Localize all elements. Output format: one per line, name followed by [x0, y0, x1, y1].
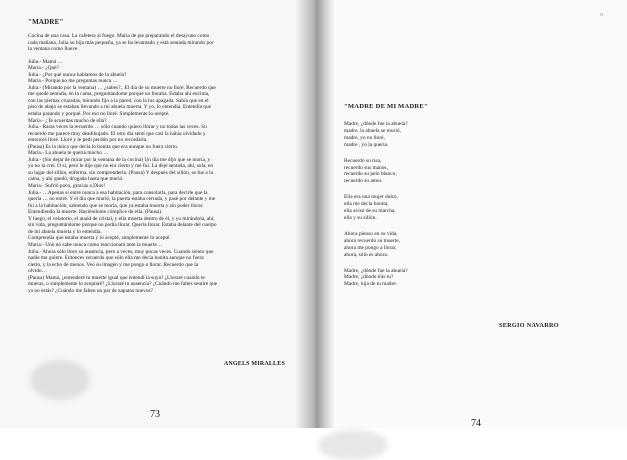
- body-line: Julia.- ¿Por qué nunca hablamos de la abuela?: [28, 71, 127, 78]
- body-line: Entendiendo la muerte. Haciéndome cómplice de ella. (Pausa).: [28, 209, 163, 216]
- poem-line: madre, la abuela se murió,: [344, 127, 401, 134]
- left-page-author: ANGELS MIRALLES: [223, 361, 285, 367]
- right-page-title: "MADRE DE MI MADRE": [344, 103, 428, 110]
- body-line: Julia.- Mamá …: [28, 58, 63, 65]
- body-line: quería … no entré. Y el día que murió, la puerta estaba cerrada, y pasé por delante y me: [28, 196, 216, 203]
- body-line: Comprendía que estaba muerta y lo acepté, simplemente lo acepté.: [28, 235, 171, 242]
- poem-line: recuerdo sus manos,: [344, 164, 388, 171]
- body-line: nadie me quiere. Entonces recuerdo que sólo ella me decía bonita aunque no fuera: [28, 255, 204, 262]
- scan-smudge: [318, 430, 388, 460]
- poem-line: recuerdo su amor.: [344, 178, 383, 185]
- poem-line: ella y su sillón.: [344, 214, 377, 221]
- poem-line: ahora me pongo a llorar,: [344, 244, 397, 251]
- body-line: la ventana como llueve.: [28, 46, 79, 53]
- body-line: cada mañana, Julia su hija más pequeña, ya se ha levantado y está sentada mirando por: [28, 39, 214, 46]
- body-line: Julia.- Raras veces la recuerdo … sólo cuando quiero llorar y no todas las veces. Su: [28, 124, 207, 131]
- poem-line: ella me decía bonita,: [344, 201, 389, 208]
- corner-mark: o: [600, 12, 603, 18]
- body-line: María.- Sufrió poco, gracias a Dios!: [28, 183, 106, 190]
- body-line: María.- Porque no me preguntas nunca …: [28, 78, 118, 85]
- body-line: Y luego, el velatorio, el ataúd de cristal, y ella muerta dentro de él, y yo mirándola, ahí,: [28, 215, 215, 222]
- body-line: con las piernas cruzadas, mirando fijo a la pared, con la luz apagada. Sabía que en el: [28, 97, 209, 104]
- poem-stanza: [344, 121, 494, 149]
- poem-stanza: [344, 268, 494, 289]
- poem-line: madre, yo no lloré,: [344, 134, 385, 141]
- poem-stanza: [344, 194, 494, 222]
- body-line: olvido…: [28, 268, 48, 275]
- poem-line: Madre, ¿dónde irás tu?: [344, 274, 394, 281]
- poem-line: ahora recuerdo su muerte,: [344, 237, 400, 244]
- body-line: yo no la creí. O sí, pero le dije que no era cierto y me fui. La dejé sentada, ahí, sola, en: [28, 163, 214, 170]
- body-line: (Pausa) Mamá, ¿entenderé tu muerte igual que entendí la suya? ¿Lloraré cuando te: [28, 274, 205, 281]
- body-line: fui a la habitación, sabiendo que se moría, que ya estaba muerta y sin poder llorar.: [28, 202, 204, 209]
- body-line: piso de abajo se estaban llevando a mi abuela muerta. Y yo, lo entendía. Entendía que: [28, 104, 212, 111]
- body-line: Julia.- (Sin dejar de mirar por la ventana de la cocina) Un día me dijo que se moría, y: [28, 156, 211, 163]
- body-line: de mi abuela muerta y lo entendía.: [28, 228, 102, 235]
- body-line: María.- La abuela te quería mucho …: [28, 150, 109, 157]
- right-page-number: 74: [471, 418, 481, 428]
- left-page-number: 73: [150, 409, 160, 420]
- body-line: cama, y ahí quedó, drogada hasta que murió.: [28, 176, 124, 183]
- body-line: María.- Uno no sabe nunca como reaccionará ante la muerte…: [28, 241, 163, 248]
- body-line: María.- ¿Qué?: [28, 65, 59, 72]
- right-page: [313, 0, 627, 428]
- poem-line: Madre, ¿dónde fue la abuela?: [344, 121, 408, 127]
- body-line: Julia.- (Mirando por la ventana) … ¿sabes?.. El día de su muerte no lloré. Recuerdo que: [28, 84, 216, 91]
- right-page-author: SERGIO NAVARRO: [499, 322, 559, 329]
- body-line: ya no estás? ¿Cuándo me falten un par de zapatos nuevos?: [28, 287, 153, 294]
- poem-line: madre , yo la quería.: [344, 141, 389, 148]
- body-line: mueras, o simplemente lo aceptaré? ¿Lloraré tu ausencia? ¿Cuándo me faltes sentiré que: [28, 281, 218, 288]
- left-page-title: "MADRE": [28, 18, 64, 26]
- poem-stanza: [344, 231, 494, 259]
- body-line: sin vida, preguntándome porque no podía llorar. Quería llorar. Estaba delante del cuerpo: [28, 222, 217, 229]
- left-page-body: [28, 33, 290, 294]
- poem-line: Madre, hija de tu madre.: [344, 281, 397, 288]
- body-line: cierto, y la echo de menos. Veo su imagen y me pongo a llorar. Recuerdo que la: [28, 261, 199, 268]
- poem-stanza: [344, 158, 494, 186]
- scan-smudge: [30, 360, 90, 400]
- body-line: estaba pasando y porqué. Por eso no lloré. Simplemente lo acepté.: [28, 111, 170, 118]
- poem-line: ahora, sólo es ahora.: [344, 251, 389, 258]
- body-line: entonces lloré. Lloré y le pedí perdón por no recordarla.: [28, 137, 148, 144]
- body-line: su lugar del sillón, enferma, sin comprenderla. (Pausa) Y después del sillón, se fue a la: [28, 169, 213, 176]
- body-line: recuerdo me parece muy deadibujado. El otro día sentí que casi la había olvidado y: [28, 130, 206, 137]
- poem-line: recuerdo su pelo blanco,: [344, 171, 397, 178]
- book-gutter-shadow: [296, 0, 334, 428]
- poem-body: [344, 121, 494, 297]
- poem-line: Madre, ¿dónde fue la abuela?: [344, 267, 408, 274]
- body-line: Cocina de una casa. La cafetera al fuego. María de pie preparando el desayuno como: [28, 33, 210, 39]
- body-line: María.- ¿Te acuerdas mucho de ella?: [28, 117, 107, 124]
- poem-line: Ella era una mujer dulce,: [344, 194, 399, 201]
- body-line: me quedé sentada, en la cama, preguntándome porqué no lloraba. Estaba ahí encima,: [28, 91, 210, 98]
- poem-line: Recuerdo su risa,: [344, 157, 382, 164]
- poem-line: Ahora pienso en su vida,: [344, 230, 398, 237]
- poem-line: ella avisó de su marcha,: [344, 208, 396, 215]
- body-line: Julia.- …Apenas si entré nunca a esa habitación, para consolarla, para decirle que la: [28, 189, 208, 196]
- body-line: (Pausa) Es la única que decía lo bonita que era aunque no fuera cierto.: [28, 143, 179, 150]
- body-line: Julia.- Ahora sólo lloro su ausencia, pero a veces, muy pocas veces. Cuando siento que: [28, 248, 214, 255]
